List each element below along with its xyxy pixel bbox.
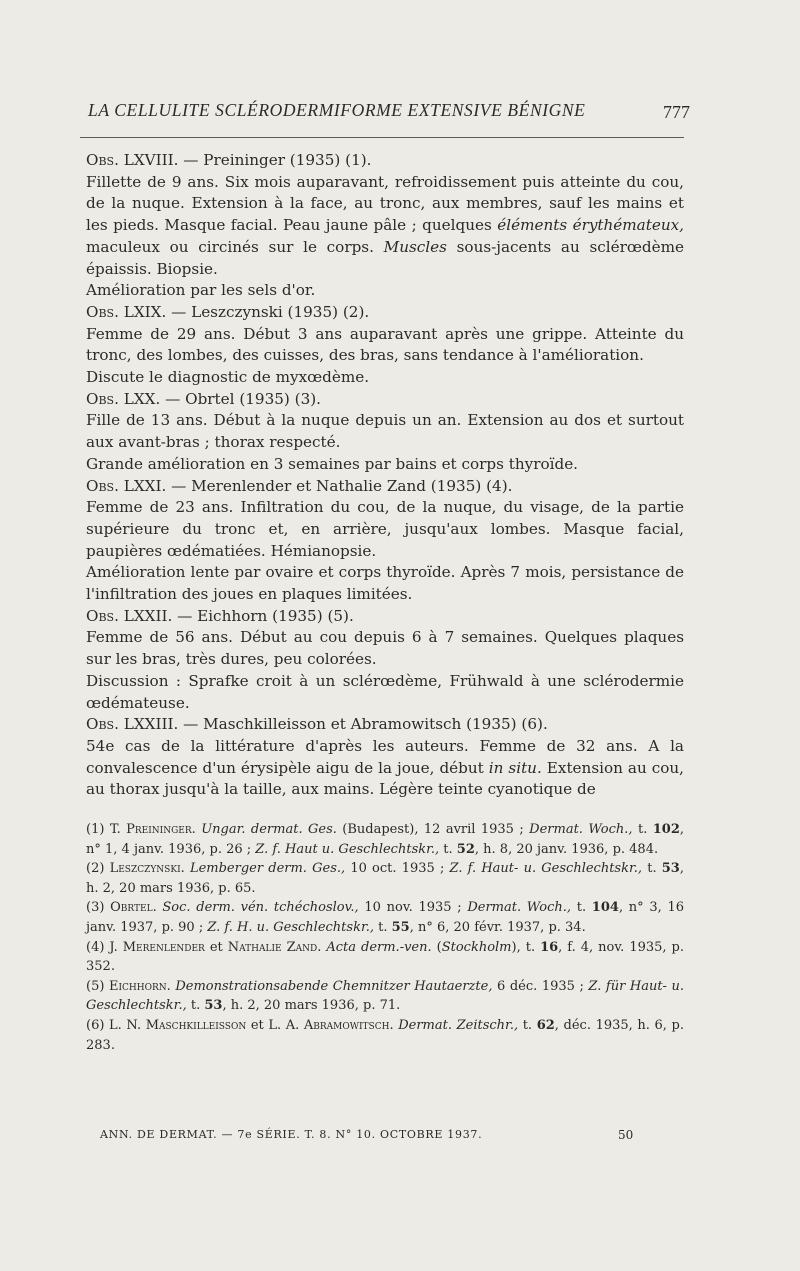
- text-run: t.: [632, 822, 653, 837]
- paragraph: [86, 497, 684, 562]
- text-run: , n° 3, 16 janv. 1937, p. 90 ;: [86, 900, 684, 935]
- text-run: , h. 2, 20 mars 1936, p. 65.: [86, 861, 684, 896]
- paragraph: [86, 150, 684, 172]
- text-run: Obs.: [86, 302, 119, 321]
- text-run: , n° 6, 20 févr. 1937, p. 34.: [409, 919, 586, 935]
- text-run: 6 déc. 1935 ;: [492, 978, 589, 994]
- text-run: 10 oct. 1935 ;: [345, 861, 450, 877]
- paragraph: [86, 324, 684, 367]
- paragraph: [86, 627, 684, 670]
- text-run: t.: [518, 1017, 537, 1033]
- footnote: [86, 977, 684, 1016]
- text-run: Abramowitsch.: [303, 1017, 394, 1033]
- journal-footer: [100, 1128, 640, 1141]
- text-run: Nathalie Zand.: [227, 939, 322, 955]
- text-run: 104: [591, 900, 619, 916]
- paragraph: [86, 736, 684, 801]
- paragraph: [86, 367, 684, 389]
- text-run: 54e cas de la littérature d'après les auteurs. Femme de 32 ans. A la convalescence d'un érysipèle aigu de la joue, début: [86, 736, 684, 777]
- text-run: (: [431, 939, 442, 955]
- text-run: 53: [204, 998, 223, 1014]
- text-run: Amélioration par les sels d'or.: [86, 281, 316, 300]
- text-run: éléments érythémateux,: [497, 216, 684, 235]
- footnote: [86, 820, 684, 859]
- text-run: Eichhorn.: [108, 978, 171, 994]
- text-run: Fille de 13 ans. Début à la nuque depuis un an. Extension au dos et surtout aux avant-bras ; thorax respecté.: [86, 411, 684, 452]
- main-text: [86, 150, 684, 801]
- page-number: 777: [663, 102, 690, 122]
- text-run: in situ.: [488, 758, 542, 777]
- text-run: (3): [86, 900, 111, 916]
- text-run: Amélioration lente par ovaire et corps thyroïde. Après 7 mois, persistance de l'infiltration des joues en plaques limitées.: [86, 563, 684, 604]
- text-run: LXX. — Obrtel (1935) (3).: [118, 389, 321, 408]
- text-run: Merenlender: [122, 939, 205, 955]
- text-run: LXXII. — Eichhorn (1935) (5).: [118, 606, 354, 625]
- text-run: Obs.: [86, 606, 119, 625]
- text-run: Dermat. Zeitschr.,: [398, 1017, 519, 1033]
- text-run: Maschkilleisson: [145, 1017, 247, 1033]
- text-run: 16: [540, 939, 559, 955]
- text-run: Z. für Haut- u. Geschlechtskr.,: [86, 978, 685, 1014]
- text-run: 10 nov. 1935 ;: [358, 900, 468, 916]
- text-run: (5): [86, 978, 109, 994]
- text-run: Extension au cou, au thorax jusqu'à la taille, aux mains. Légère teinte cyanotique de: [86, 758, 684, 799]
- text-run: 53: [661, 861, 680, 877]
- text-run: Obs.: [86, 715, 119, 734]
- paragraph: [86, 410, 684, 453]
- text-run: Fillette de 9 ans. Six mois auparavant, refroidissement puis atteinte du cou, de la nuque. Extension à la face, au tronc, aux membres, sauf les mains et les pieds. Masque facial. Peau jaune pâle ; quelques: [86, 172, 684, 235]
- text-run: Stockholm: [441, 939, 512, 955]
- text-run: Obs.: [86, 151, 119, 169]
- text-run: Discussion : Sprafke croit à un sclérœdème, Frühwald à une sclérodermie œdémateuse.: [86, 671, 684, 712]
- footnote: [86, 859, 684, 898]
- text-run: Dermat. Woch.,: [467, 900, 572, 916]
- journal-citation: ANN. DE DERMAT. — 7e SÉRIE. T. 8. N° 10. OCTOBRE 1937.: [100, 1128, 483, 1141]
- text-run: Z. f. Haut u. Geschlechtskr.,: [255, 841, 440, 857]
- text-run: Preininger.: [126, 822, 196, 837]
- text-run: t.: [374, 919, 392, 935]
- text-run: LXXI. — Merenlender et Nathalie Zand (1935) (4).: [118, 476, 513, 495]
- text-run: Demonstrationsabende Chemnitzer Hautaerzte,: [175, 978, 493, 994]
- text-run: , déc. 1935, h. 6, p. 283.: [86, 1017, 684, 1053]
- text-run: (6) L. N.: [86, 1017, 146, 1033]
- text-run: Acta derm.-ven.: [326, 939, 432, 955]
- text-run: Leszczynski.: [109, 861, 185, 877]
- text-run: (1) T.: [86, 822, 127, 837]
- running-title: LA CELLULITE SCLÉRODERMIFORME EXTENSIVE BÉNIGNE: [88, 100, 586, 120]
- text-run: Z. f. H. u. Geschlechtskr.,: [207, 919, 374, 935]
- header-rule: [80, 137, 684, 138]
- text-run: Femme de 56 ans. Début au cou depuis 6 à 7 semaines. Quelques plaques sur les bras, très dures, peu colorées.: [86, 628, 684, 669]
- running-header: [88, 100, 688, 121]
- paragraph: [86, 606, 684, 628]
- text-run: , h. 8, 20 janv. 1936, p. 484.: [474, 841, 659, 857]
- paragraph: [86, 671, 684, 714]
- text-run: Dermat. Woch.,: [529, 822, 633, 837]
- paragraph: [86, 714, 684, 736]
- text-run: LXIX. — Leszczynski (1935) (2).: [118, 302, 370, 321]
- text-run: Discute le diagnostic de myxœdème.: [86, 368, 370, 387]
- text-run: 62: [536, 1017, 555, 1033]
- paragraph: [86, 562, 684, 605]
- footnote: [86, 938, 684, 977]
- text-run: (Budapest), 12 avril 1935 ;: [336, 822, 530, 837]
- text-run: t.: [439, 841, 457, 857]
- text-run: Femme de 23 ans. Infiltration du cou, de la nuque, du visage, de la partie supérieure du tronc et, en arrière, jusqu'aux lombes. Masque facial, paupières œdématiées. Hémianopsie.: [86, 498, 684, 560]
- text-run: Muscles: [383, 237, 447, 256]
- text-run: LXVIII. — Preininger (1935) (1).: [118, 151, 372, 169]
- text-run: Grande amélioration en 3 semaines par bains et corps thyroïde.: [86, 454, 579, 473]
- paragraph: [86, 454, 684, 476]
- text-run: Soc. derm. vén. tchéchoslov.,: [162, 900, 359, 916]
- paragraph: [86, 280, 684, 302]
- text-run: sous-jacents au sclérœdème épaissis. Biopsie.: [86, 237, 685, 278]
- footnote: [86, 1016, 684, 1055]
- text-run: , h. 2, 20 mars 1936, p. 71.: [222, 998, 401, 1014]
- text-run: ), t.: [511, 939, 541, 955]
- text-run: Obs.: [86, 389, 119, 408]
- text-run: (4) J.: [86, 939, 123, 955]
- paragraph: [86, 389, 684, 411]
- text-run: Obrtel.: [110, 900, 157, 916]
- text-run: et L. A.: [246, 1017, 304, 1033]
- text-run: t.: [186, 998, 205, 1014]
- paragraph: [86, 476, 684, 498]
- sheet-number: 50: [618, 1128, 634, 1142]
- text-run: 55: [391, 919, 410, 935]
- paragraph: [86, 172, 684, 281]
- text-run: , n° 1, 4 janv. 1936, p. 26 ;: [86, 822, 685, 857]
- text-run: Lemberger derm. Ges.,: [189, 861, 346, 877]
- text-run: (2): [86, 861, 110, 877]
- text-run: , f. 4, nov. 1935, p. 352.: [86, 939, 684, 975]
- text-run: Obs.: [86, 476, 119, 495]
- text-run: Z. f. Haut- u. Geschlechtskr.,: [449, 861, 643, 877]
- footnotes: [86, 820, 684, 1055]
- text-run: 52: [456, 841, 475, 857]
- text-run: t.: [642, 861, 662, 877]
- text-run: Ungar. dermat. Ges.: [201, 822, 337, 837]
- text-run: maculeux ou circinés sur le corps.: [86, 237, 384, 256]
- footnote: [86, 898, 684, 937]
- paragraph: [86, 302, 684, 324]
- text-run: Femme de 29 ans. Début 3 ans auparavant après une grippe. Atteinte du tronc, des lombes, des cuisses, des bras, sans tendance à l'amélioration.: [86, 324, 684, 365]
- text-run: t.: [571, 900, 592, 916]
- text-run: et: [204, 939, 228, 955]
- text-run: 102: [652, 822, 680, 837]
- text-run: LXXIII. — Maschkilleisson et Abramowitsch (1935) (6).: [118, 715, 548, 734]
